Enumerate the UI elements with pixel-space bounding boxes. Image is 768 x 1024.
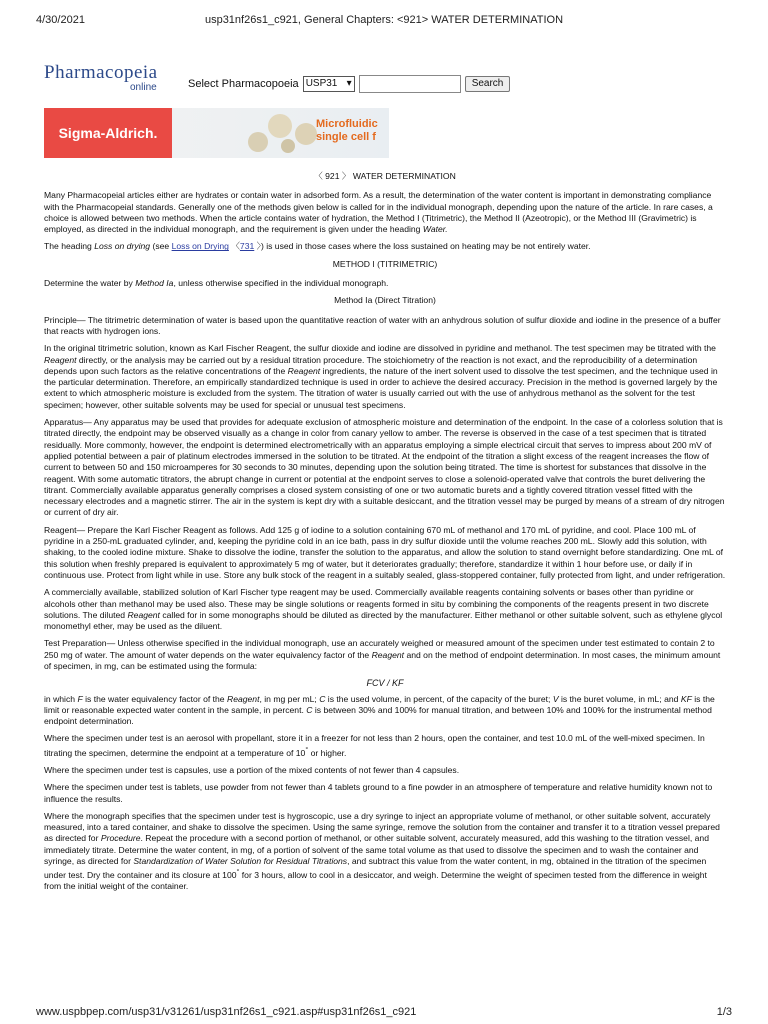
ad-tagline <box>316 118 378 144</box>
ad-tagline-line2: single cell f <box>316 131 376 143</box>
method-1-heading: METHOD I (TITRIMETRIC) <box>332 258 438 269</box>
paragraph-tablets: Where the specimen under test is tablets, use powder from not fewer than 4 tablets ground to a fine powder in an atmosphere of temperature and relative humidity known not to influence the results. <box>44 782 713 804</box>
select-value: USP31 <box>305 78 338 89</box>
paragraph-commercial-reagent: A commercially available, stabilized solution of Karl Fischer type reagent may be used. Commercially available reagents containing solvents or bases other than pyridine or alcohols other than methanol may be used also. These may be single solutions or reagents formed in situ by combining the components of the reagents present in two discrete solutions. The diluted Reagent called for in some monographs should be diluted as directed by the manufacturer. Either methanol or other suitable solvent, such as ethylene glycol monomethyl ether, may be used as the diluent. <box>44 587 723 632</box>
pharmacopoeia-select[interactable] <box>303 76 355 92</box>
logo-wordmark: Pharmacopeia <box>44 62 158 83</box>
select-pharmacopoeia-bar <box>188 75 510 93</box>
page-number: 1/3 <box>716 1006 732 1018</box>
pharmacopeia-logo[interactable] <box>44 62 184 98</box>
method-1a-heading: Method Ia (Direct Titration) <box>334 295 436 306</box>
document-body <box>44 166 726 899</box>
paragraph-apparatus: Apparatus— Any apparatus may be used that provides for adequate exclusion of atmospheric moisture and determination of the endpoint. In the case of a colorless solution that is titrated directly, the endpoint may be observed visually as a change in color from canary yellow to amber. The reverse is observed in the case of a test specimen that is titrated residually. More commonly, however, the endpoint is determined electrometrically with an apparatus employing a simple electrical circuit that serves to impress about 200 mV of applied potential between a pair of platinum electrodes immersed in the solution to be titrated. At the endpoint of the titration a slight excess of the reagent increases the flow of current to between 50 and 150 microamperes for 30 seconds to 30 minutes, depending upon the solution being titrated. The time is shortest for substances that dissolve in the reagent. With some automatic titrators, the abrupt change in current or potential at the endpoint serves to close a solenoid-operated valve that controls the buret delivering the titrant. Commercially available apparatus generally comprises a closed system consisting of one or two automatic burets and a tightly covered titration vessel fitted with the necessary electrodes and a magnetic stirrer. The air in the system is kept dry with a suitable desiccant, and the titration vessel may be purged by means of a stream of dry nitrogen or current of dry air. <box>44 417 725 518</box>
paragraph-intro: Many Pharmacopeial articles either are hydrates or contain water in adsorbed form. As a result, the determination of the water content is important in demonstrating compliance with the Pharmacopeial standards. Generally one of the methods given below is called for in the individual monograph, depending upon the nature of the article. In rare cases, a choice is allowed between two methods. When the article contains water of hydration, the Method I (Titrimetric), the Method II (Azeotropic), or the Method III (Gravimetric) is employed, as directed in the individual monograph, and the requirement is given under the heading Water. <box>44 190 713 235</box>
paragraph-loss-on-drying: The heading Loss on drying (see Loss on Drying 〈731 〉) is used in those cases where the loss sustained on heating may be not entirely water. <box>44 241 591 252</box>
link-731[interactable]: 731 <box>239 241 255 252</box>
paragraph-in-which: in which F is the water equivalency factor of the Reagent, in mg per mL; C is the used volume, in percent, of the capacity of the buret; V is the buret volume, in mL; and KF is the limit or reasonable expected water content in the sample, in percent. C is between 30% and 100% for manual titration, and between 10% and 100% for the instrumental method endpoint determination. <box>44 693 715 727</box>
paragraph-test-preparation: Test Preparation— Unless otherwise specified in the individual monograph, use an accurately weighed or measured amount of the specimen under test estimated to contain 2 to 250 mg of water. The amount of water depends on the water equivalency factor of the Reagent and on the method of endpoint determination. In most cases, the minimum amount of specimen, in mg, can be estimated using the formula: <box>44 638 721 671</box>
paragraph-method-ia: Determine the water by Method Ia, unless otherwise specified in the individual monograph. <box>44 278 389 289</box>
formula: FCV / KF <box>366 678 404 689</box>
paragraph-original-solution: In the original titrimetric solution, known as Karl Fischer Reagent, the sulfur dioxide and iodine are dissolved in pyridine and methanol. The test specimen may be titrated with the Reagent directly, or the analysis may be carried out by a residual titration procedure. The stoichiometry of the reaction is not exact, and the reproducibility of a determination depends upon such factors as the relative concentrations of the Reagent ingredients, the nature of the inert solvent used to dissolve the test specimen, and the technique used in the particular determination. Therefore, an empirically standardized technique is used in order to achieve the desired accuracy. Precision in the method is governed largely by the extent to which atmospheric moisture is excluded from the system. The titration of water is usually carried out with the use of anhydrous methanol as the solvent for the test specimen; however, other suitable solvents may be used for special or unusual test specimens. <box>44 343 718 410</box>
search-button[interactable]: Search <box>465 76 511 92</box>
select-label: Select Pharmacopoeia <box>188 78 299 90</box>
print-url: www.uspbpep.com/usp31/v31261/usp31nf26s1_c921.asp#usp31nf26s1_c921 <box>36 1006 417 1018</box>
search-input[interactable] <box>359 75 461 93</box>
print-date: 4/30/2021 <box>36 14 85 26</box>
paragraph-capsules: Where the specimen under test is capsules, use a portion of the mixed contents of not fewer than 4 capsules. <box>44 764 460 775</box>
ad-brand: Sigma-Aldrich. <box>44 108 172 158</box>
paragraph-reagent: Reagent— Prepare the Karl Fischer Reagent as follows. Add 125 g of iodine to a solution containing 670 mL of methanol and 170 mL of pyridine, and cool. Place 100 mL of pyridine in a 250-mL graduated cylinder, and, keeping the pyridine cold in an ice bath, pass in dry sulfur dioxide until the volume reaches 200 mL. Slowly add this solution, with shaking, to the cooled iodine mixture. Shake to dissolve the iodine, transfer the solution to the apparatus, and allow the solution to stand overnight before standardizing. One mL of this solution when freshly prepared is equivalent to approximately 5 mg of water, but it deteriorates gradually; therefore, standardize it within 1 hour before use, or daily if in continuous use. Protect from light while in use. Store any bulk stock of the reagent in a suitably sealed, glass-stoppered container, fully protected from light, and under refrigeration. <box>44 524 726 580</box>
sigma-aldrich-ad-banner[interactable] <box>44 108 389 158</box>
paragraph-hygroscopic: Where the monograph specifies that the specimen under test is hygroscopic, use a dry syringe to inject an appropriate volume of methanol, or other suitable solvent, accurately measured, into a tared container, and shake to dissolve the specimen. Using the same syringe, remove the solution from the container and transfer it to a titration vessel prepared as directed for Procedure. Repeat the procedure with a second portion of methanol, or other suitable solvent, accurately measured, add this washing to the titration vessel, and immediately titrate. Determine the water content, in mg, of a portion of solvent of the same total volume as that used to dissolve the specimen and to wash the container and syringe, as directed for Standardization of Water Solution for Residual Titrations, and subtract this value from the water content, in mg, obtained in the titration of the specimen under test. Dry the container and its closure at 100° for 3 hours, allow to cool in a desiccator, and weigh. Determine the weight of specimen tested from the difference in weight from the initial weight of the container. <box>44 810 720 892</box>
link-loss-on-drying[interactable]: Loss on Drying <box>171 241 229 252</box>
chevron-down-icon: ▾ <box>346 78 352 89</box>
print-title: usp31nf26s1_c921, General Chapters: <921> WATER DETERMINATION <box>204 14 564 26</box>
paragraph-aerosol: Where the specimen under test is an aerosol with propellant, store it in a freezer for not less than 2 hours, open the container, and test 10.0 mL of the well-mixed specimen. In titrating the specimen, determine the endpoint at a temperature of 10° or higher. <box>44 733 705 758</box>
logo-subtitle: online <box>130 82 157 93</box>
ad-tagline-line1: Microfluidic <box>316 118 378 130</box>
chapter-heading: 〈 921 〉 WATER DETERMINATION <box>314 171 456 181</box>
paragraph-principle: Principle— The titrimetric determination of water is based upon the quantitative reaction of water with an anhydrous solution of sulfur dioxide and iodine in the presence of a buffer that reacts with hydrogen ions. <box>44 314 721 336</box>
